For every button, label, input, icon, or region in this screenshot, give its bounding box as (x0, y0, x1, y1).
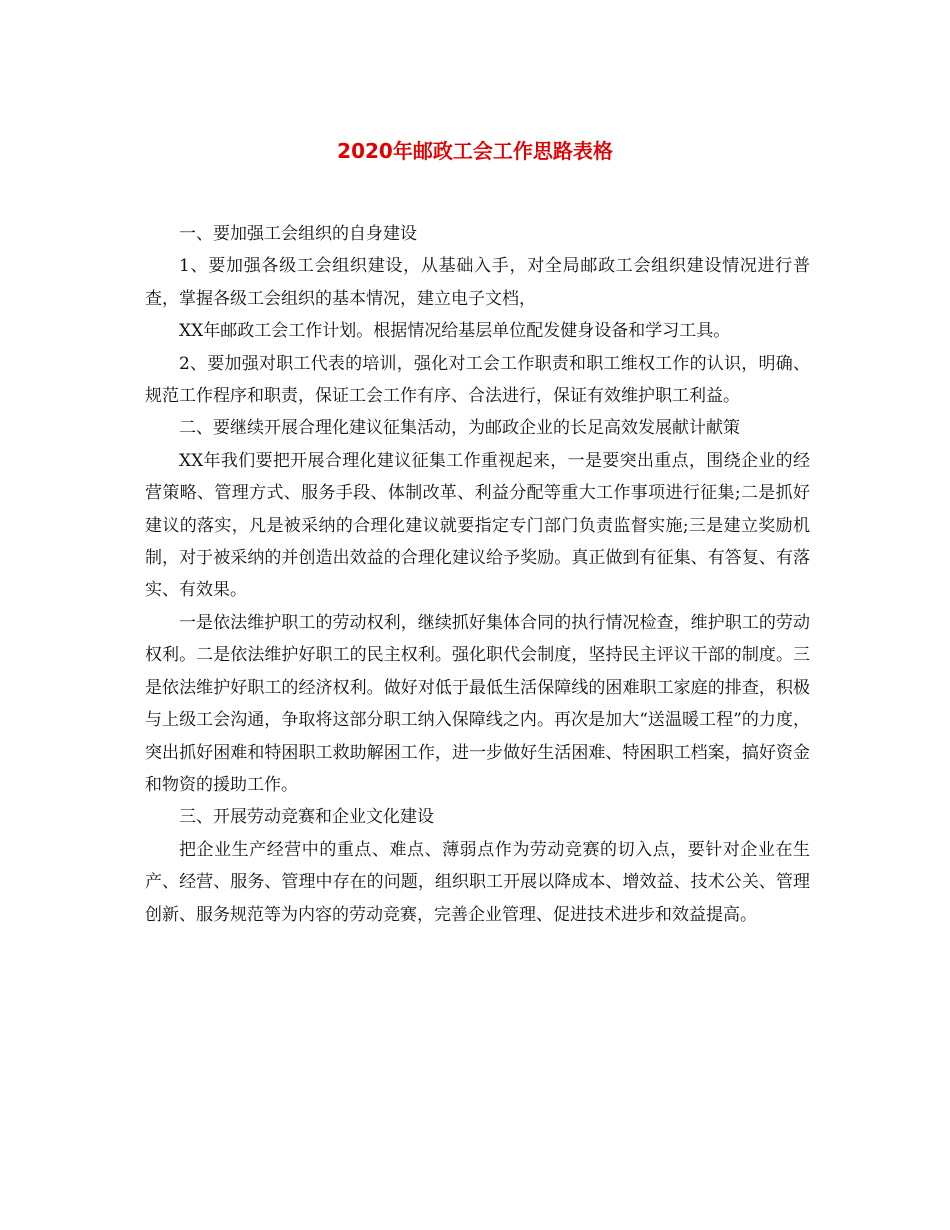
body-paragraph: XX年邮政工会工作计划。根据情况给基层单位配发健身设备和学习工具。 (179, 321, 731, 342)
body-paragraph: XX年我们要把开展合理化建议征集工作重视起来，一是要突出重点，围绕企业的经营策略、管理方式、服务手段、体制改革、利益分配等重大工作事项进行征集;二是抓好建议的落实，凡是被采纳的合理化建议就要指定专门部门负责监督实施;三是建立奖励机制，对于被采纳的并创造出效益的合理化建议给予奖励。真正做到有征集、有答复、有落实、有效果。 (145, 450, 810, 601)
section-heading-2: 二、要继续开展合理化建议征集活动，为邮政企业的长足高效发展献计献策 (179, 418, 740, 439)
body-paragraph: 1、要加强各级工会组织建设，从基础入手，对全局邮政工会组织建设情况进行普查，掌握各级工会组织的基本情况，建立电子文档， (145, 256, 810, 309)
document-title: 2020年邮政工会工作思路表格 (337, 139, 613, 163)
body-paragraph: 把企业生产经营中的重点、难点、薄弱点作为劳动竞赛的切入点，要针对企业在生产、经营、服务、管理中存在的问题，组织职工开展以降成本、增效益、技术公关、管理创新、服务规范等为内容的劳动竞赛，完善企业管理、促进技术进步和效益提高。 (145, 839, 810, 925)
body-paragraph: 2、要加强对职工代表的培训，强化对工会工作职责和职工维权工作的认识，明确、规范工作程序和职责，保证工会工作有序、合法进行，保证有效维护职工利益。 (145, 353, 810, 407)
section-heading-1: 一、要加强工会组织的自身建设 (179, 224, 417, 244)
document-body (145, 218, 810, 931)
section-heading-3: 三、开展劳动竞赛和企业文化建设 (179, 807, 434, 828)
body-paragraph: 一是依法维护职工的劳动权利，继续抓好集体合同的执行情况检查，维护职工的劳动权利。二是依法维护好职工的民主权利。强化职代会制度，坚持民主评议干部的制度。三是依法维护好职工的经济权利。做好对低于最低生活保障线的困难职工家庭的排查，积极与上级工会沟通，争取将这部分职工纳入保障线之内。再次是加大“送温暖工程”的力度，突出抓好困难和特困职工救助解困工作，进一步做好生活困难、特困职工档案，搞好资金和物资的援助工作。 (145, 612, 810, 795)
